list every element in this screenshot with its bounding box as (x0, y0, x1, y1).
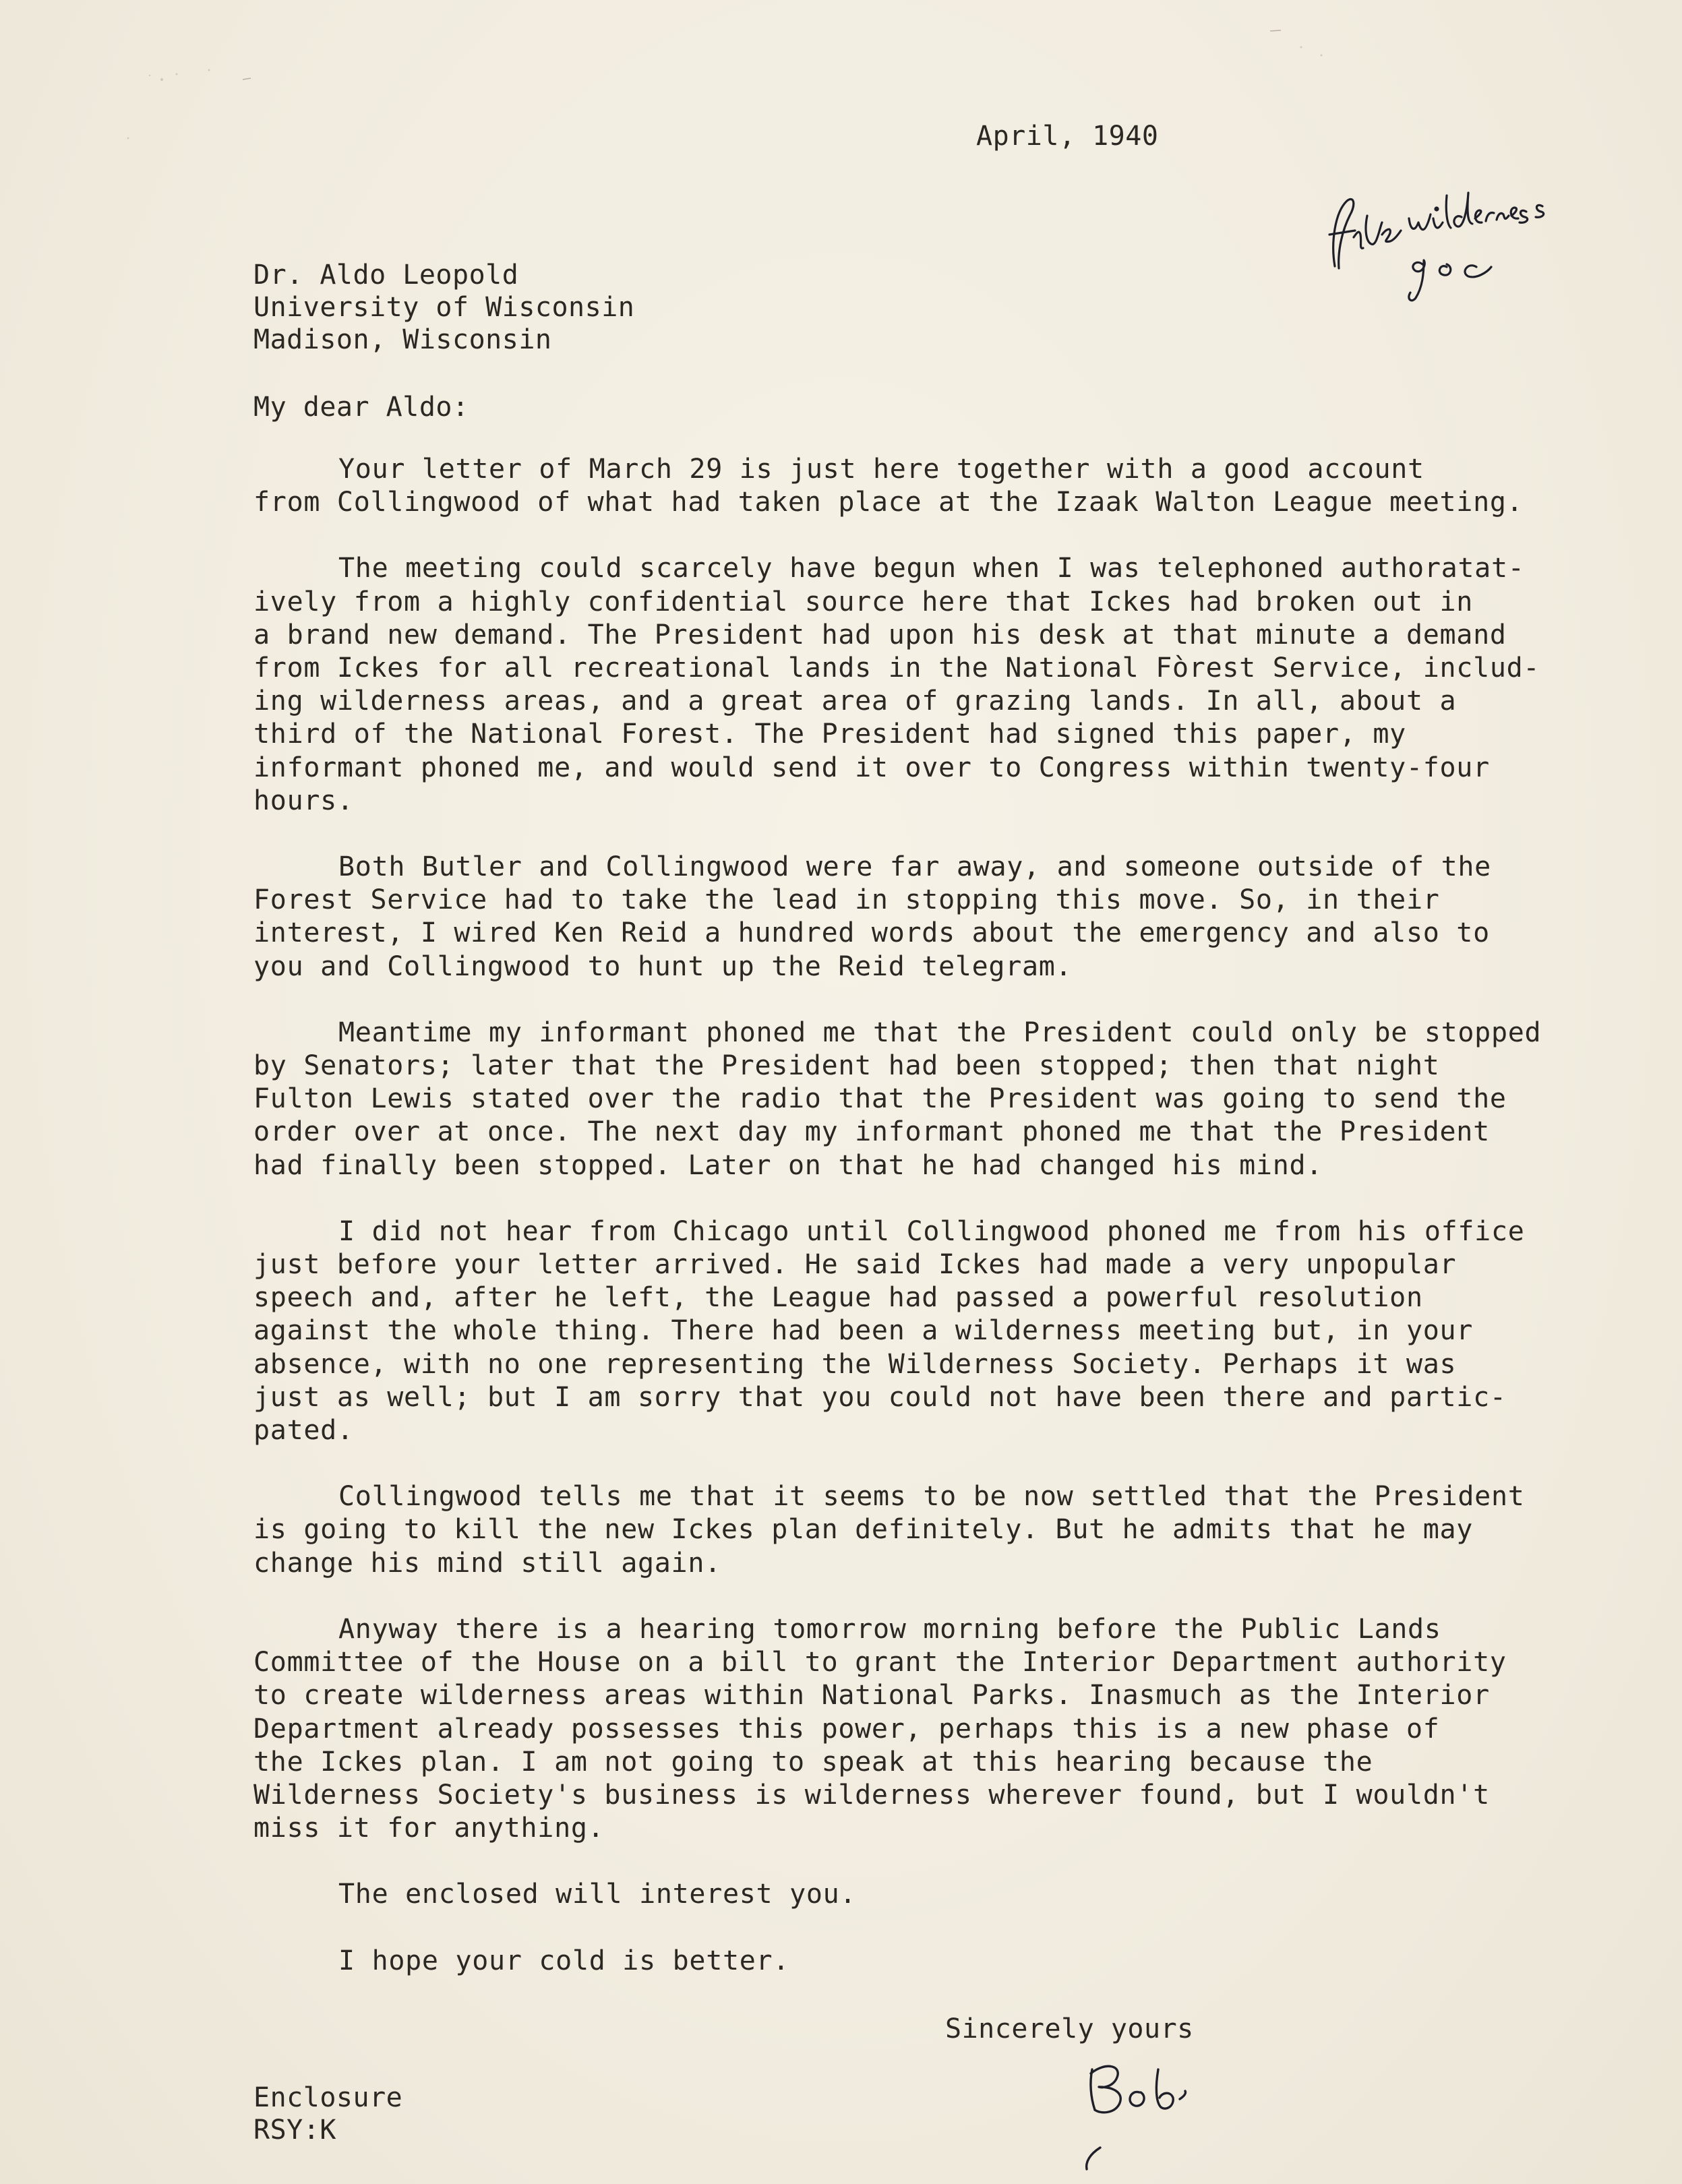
body-line: is going to kill the new Ickes plan definitely. But he admits that he may (253, 1514, 1474, 1546)
body-line: hours. (253, 785, 354, 816)
typist-initials: RSY:K (253, 2115, 336, 2146)
body-line: order over at once. The next day my informant phoned me that the President (253, 1116, 1490, 1148)
body-line: just before your letter arrived. He said Ickes had made a very unpopular (253, 1249, 1457, 1281)
paragraph-5 (253, 1215, 1541, 1447)
body-line: Department already possesses this power, perhaps this is a new phase of (253, 1713, 1440, 1745)
paragraph-7 (253, 1613, 1541, 1845)
paragraph-2 (253, 552, 1541, 818)
address-line: Madison, Wisconsin (253, 324, 552, 355)
body-line: Committee of the House on a bill to grant the Interior Department authority (253, 1647, 1507, 1678)
paragraph-4 (253, 1017, 1541, 1182)
letter-date: April, 1940 (976, 121, 1159, 152)
body-line: Meantime my informant phoned me that the President could only be stopped (338, 1017, 1542, 1048)
address-line: Dr. Aldo Leopold (253, 260, 519, 291)
closing: Sincerely yours (945, 2013, 1194, 2044)
letter-body (253, 453, 1541, 2011)
body-line: change his mind still again. (253, 1547, 721, 1579)
body-line: miss it for anything. (253, 1813, 605, 1844)
handwritten-signature (1065, 2049, 1213, 2184)
salutation: My dear Aldo: (253, 392, 469, 423)
handwritten-file-note (1315, 148, 1584, 324)
body-line: pated. (253, 1415, 354, 1447)
body-line: third of the National Forest. The President had signed this paper, my (253, 719, 1406, 750)
body-line: informant phoned me, and would send it over to Congress within twenty-four (253, 752, 1490, 783)
body-line: by Senators; later that the President had been stopped; then that night (253, 1050, 1440, 1082)
body-line: I did not hear from Chicago until Collingwood phoned me from his office (338, 1215, 1525, 1247)
body-line: Collingwood tells me that it seems to be now settled that the President (338, 1481, 1525, 1513)
body-line: speech and, after he left, the League had passed a powerful resolution (253, 1282, 1423, 1314)
body-line: to create wilderness areas within National Parks. Inasmuch as the Interior (253, 1680, 1490, 1711)
paragraph-1 (253, 453, 1541, 519)
body-line: Anyway there is a hearing tomorrow morning before the Public Lands (338, 1613, 1441, 1645)
body-line: Wilderness Society's business is wilderness wherever found, but I wouldn't (253, 1779, 1490, 1811)
body-line: a brand new demand. The President had upon his desk at that minute a demand (253, 619, 1507, 650)
body-line: absence, with no one representing the Wilderness Society. Perhaps it was (253, 1348, 1457, 1380)
body-line: from Ickes for all recreational lands in the National Fòrest Service, includ- (253, 653, 1540, 684)
paragraph-9 (253, 1945, 1541, 1978)
paragraph-3 (253, 851, 1541, 983)
body-line: just as well; but I am sorry that you could not have been there and partic- (253, 1381, 1507, 1413)
body-line: you and Collingwood to hunt up the Reid telegram. (253, 950, 1073, 982)
address-line: University of Wisconsin (253, 292, 635, 323)
body-line: The enclosed will interest you. (338, 1879, 857, 1910)
body-line: ively from a highly confidential source here that Ickes had broken out in (253, 586, 1474, 617)
body-line: against the whole thing. There had been a wilderness meeting but, in your (253, 1315, 1474, 1347)
body-line: Your letter of March 29 is just here together with a good account (338, 454, 1424, 485)
body-line: Forest Service had to take the lead in stopping this move. So, in their (253, 884, 1440, 916)
body-line: Fulton Lewis stated over the radio that the President was going to send the (253, 1083, 1507, 1115)
paragraph-6 (253, 1480, 1541, 1580)
body-line: interest, I wired Ken Reid a hundred words about the emergency and also to (253, 917, 1490, 949)
body-line: ing wilderness areas, and a great area of grazing lands. In all, about a (253, 686, 1457, 717)
body-line: The meeting could scarcely have begun when I was telephoned authoratat- (338, 553, 1525, 584)
enclosure-note: Enclosure (253, 2082, 403, 2113)
body-line: had finally been stopped. Later on that he had changed his mind. (253, 1149, 1323, 1181)
body-line: I hope your cold is better. (338, 1945, 790, 1976)
body-line: Both Butler and Collingwood were far away, and someone outside of the (338, 851, 1491, 883)
paragraph-8 (253, 1878, 1541, 1911)
body-line: the Ickes plan. I am not going to speak at this hearing because the (253, 1746, 1373, 1778)
body-line: from Collingwood of what had taken place at the Izaak Walton League meeting. (253, 487, 1524, 518)
